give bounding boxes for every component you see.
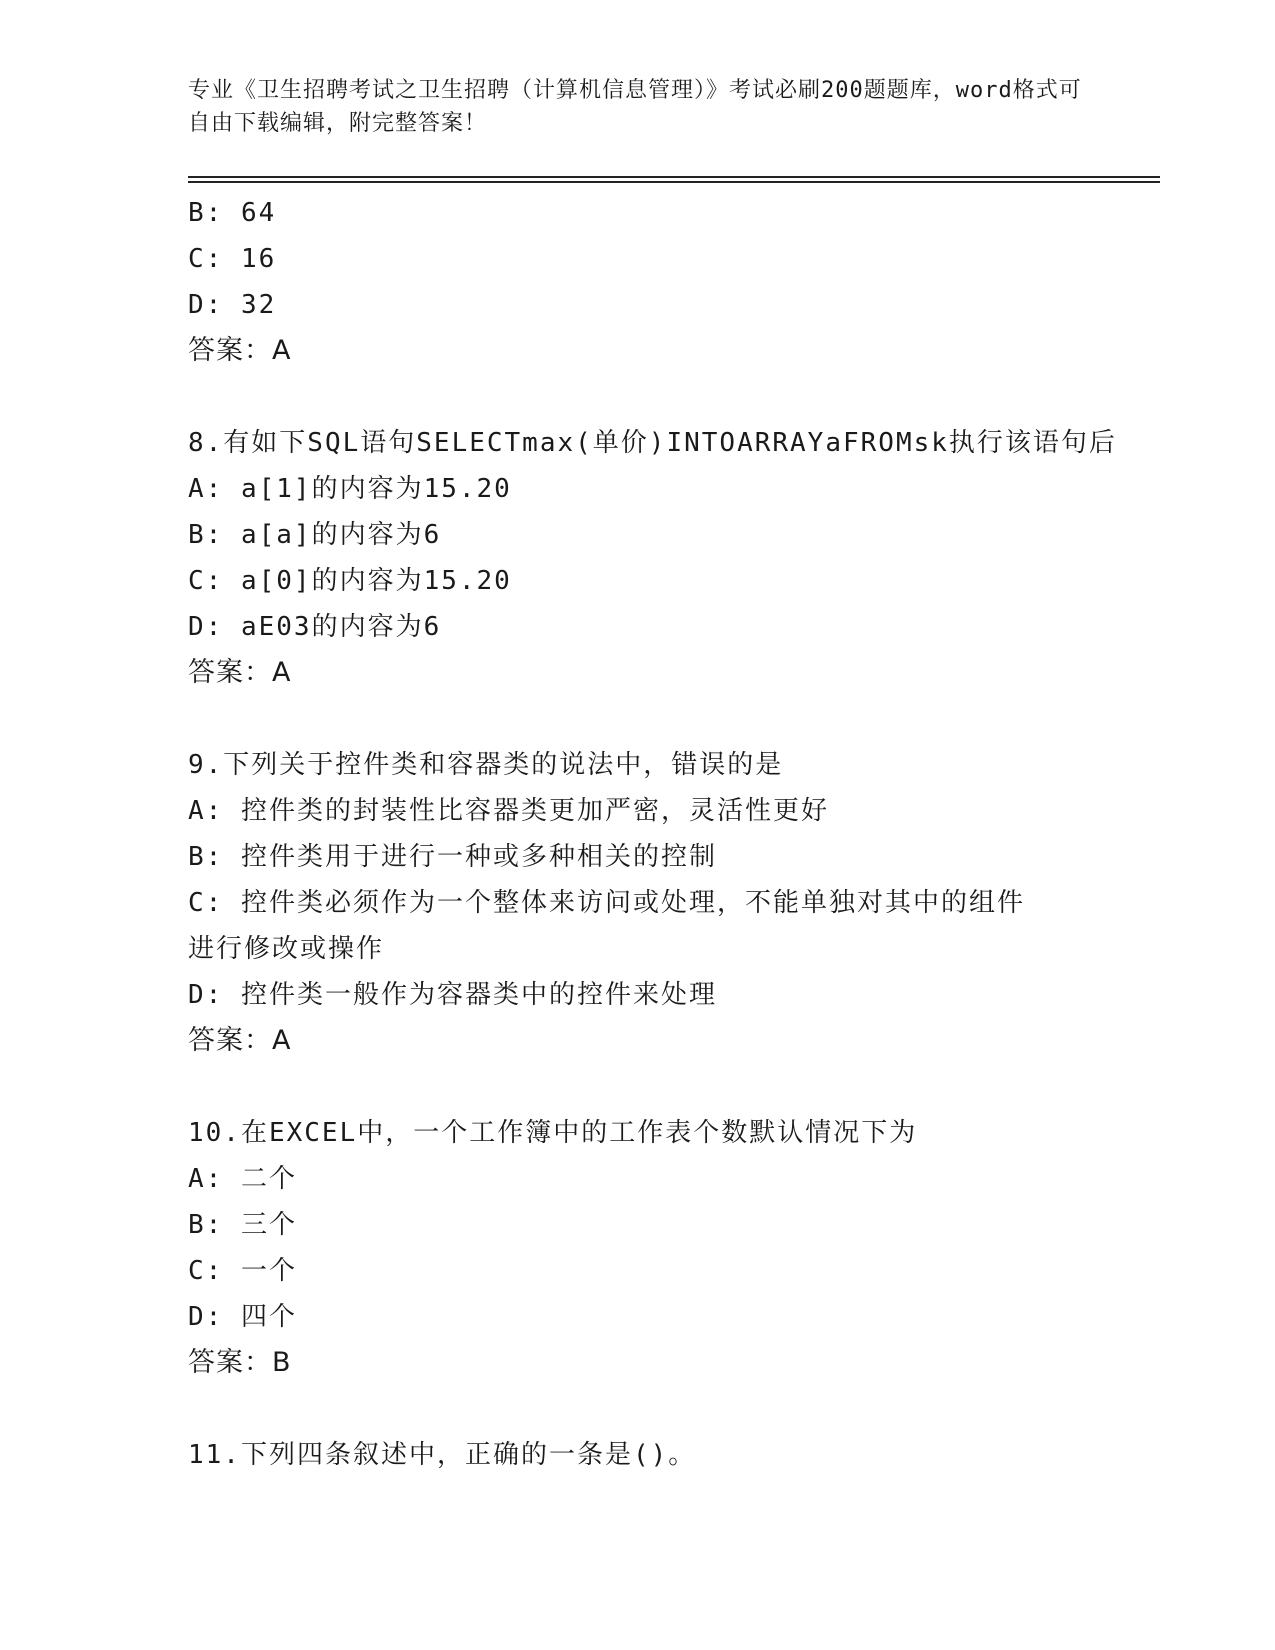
option-d: D: 四个 (188, 1302, 297, 1332)
question-text: 10.在EXCEL中，一个工作簿中的工作表个数默认情况下为 (188, 1118, 918, 1148)
spacer (188, 1064, 1088, 1110)
option-a: A: 二个 (188, 1164, 297, 1194)
question-11 (188, 1432, 1088, 1478)
option-b: B: 64 (188, 198, 277, 228)
spacer (188, 374, 1088, 420)
question-list (188, 190, 1117, 1478)
option-c: C: 一个 (188, 1256, 297, 1286)
spacer (188, 1386, 1088, 1432)
option-d: D: aE03的内容为6 (188, 612, 442, 642)
answer-line: 答案：A (188, 657, 292, 688)
option-d: D: 32 (188, 290, 277, 320)
option-c: C: 控件类必须作为一个整体来访问或处理，不能单独对其中的组件进行修改或操作 (188, 888, 1025, 964)
header-divider-bottom (188, 181, 1160, 183)
option-b: B: 三个 (188, 1210, 297, 1240)
option-a: A: a[1]的内容为15.20 (188, 474, 512, 504)
option-b: B: a[a]的内容为6 (188, 520, 442, 550)
option-c: C: a[0]的内容为15.20 (188, 566, 512, 596)
header-divider-top (188, 176, 1160, 178)
document-header-title: 专业《卫生招聘考试之卫生招聘（计算机信息管理）》考试必刷200题题库，word格式可自由下载编辑，附完整答案！ (188, 78, 1082, 136)
option-a: A: 控件类的封装性比容器类更加严密，灵活性更好 (188, 796, 829, 826)
spacer (188, 696, 1088, 742)
question-text: 11.下列四条叙述中，正确的一条是()。 (188, 1440, 697, 1470)
question-text: 9.下列关于控件类和容器类的说法中，错误的是 (188, 750, 784, 780)
answer-line: 答案：B (188, 1347, 292, 1378)
question-10 (188, 1110, 1088, 1386)
question-8 (188, 420, 1117, 696)
question-text: 8.有如下SQL语句SELECTmax(单价)INTOARRAYaFROMsk执行该语句后 (188, 428, 1117, 458)
option-d: D: 控件类一般作为容器类中的控件来处理 (188, 980, 717, 1010)
answer-line: 答案：A (188, 1025, 292, 1056)
question-9 (188, 742, 1088, 1064)
question-7-tail (188, 190, 1088, 374)
option-c: C: 16 (188, 244, 277, 274)
answer-line: 答案：A (188, 335, 292, 366)
option-b: B: 控件类用于进行一种或多种相关的控制 (188, 842, 717, 872)
